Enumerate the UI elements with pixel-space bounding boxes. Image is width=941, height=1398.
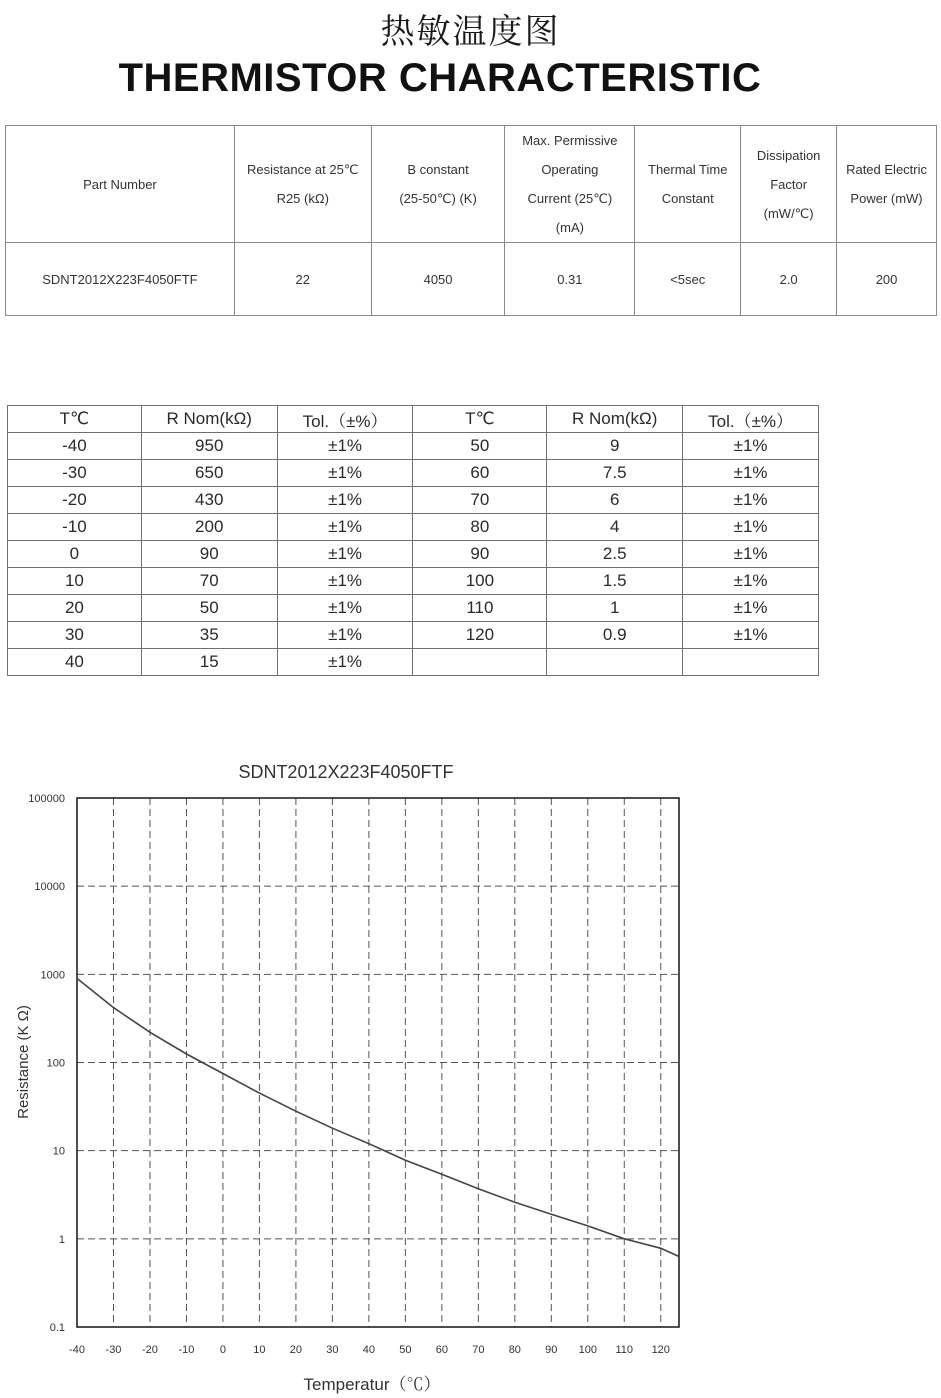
rt-cell: 60 (413, 460, 547, 487)
rt-cell: 90 (141, 541, 277, 568)
rt-cell: ±1% (277, 487, 413, 514)
rt-cell: 1.5 (547, 568, 683, 595)
rt-cell: -20 (8, 487, 142, 514)
rt-cell: 40 (8, 649, 142, 676)
spec-header-text: Current (25℃) (527, 191, 613, 206)
rt-header-cell: R Nom(kΩ) (547, 406, 683, 433)
rt-cell: 20 (8, 595, 142, 622)
rt-cell: ±1% (683, 514, 819, 541)
chart-title: SDNT2012X223F4050FTF (238, 762, 454, 782)
x-tick-label: -10 (178, 1344, 195, 1356)
rt-row (8, 541, 819, 568)
rt-cell: 2.5 (547, 541, 683, 568)
y-tick-label: 10 (52, 1145, 65, 1158)
x-tick-label: -30 (105, 1344, 122, 1356)
rt-cell: 200 (141, 514, 277, 541)
x-axis-label: Temperatur（℃） (303, 1375, 441, 1394)
y-tick-label: 100000 (28, 793, 65, 805)
rt-cell: ±1% (277, 568, 413, 595)
rt-cell: 950 (141, 433, 277, 460)
y-axis-label: Resistance (K Ω) (15, 1005, 32, 1119)
x-tick-label: 100 (578, 1344, 597, 1356)
x-tick-label: 120 (651, 1344, 670, 1356)
rt-cell: 650 (141, 460, 277, 487)
spec-header-text: Power (mW) (850, 191, 923, 206)
spec-header-dissipation (741, 126, 837, 243)
rt-cell: 1 (547, 595, 683, 622)
x-tick-label: 110 (615, 1344, 634, 1356)
rt-row (8, 433, 819, 460)
spec-header-text: Max. Permissive (522, 133, 618, 148)
spec-header-text: (mW/℃) (763, 205, 814, 221)
rt-header-cell: Tol.（±%） (683, 406, 819, 433)
rt-cell: 35 (141, 622, 277, 649)
spec-header-text: Operating (541, 162, 599, 177)
x-tick-label: 10 (253, 1344, 266, 1356)
rt-cell: ±1% (277, 595, 413, 622)
rt-cell: ±1% (277, 433, 413, 460)
rt-cell: 4 (547, 514, 683, 541)
rt-cell: 50 (413, 433, 547, 460)
rt-cell: ±1% (683, 568, 819, 595)
spec-header-text: Rated Electric (846, 162, 927, 177)
rt-row (8, 649, 819, 676)
rt-cell: ±1% (683, 595, 819, 622)
y-tick-label: 0.1 (49, 1322, 65, 1334)
rt-cell: ±1% (277, 460, 413, 487)
x-tick-label: 0 (219, 1344, 227, 1356)
spec-max-current: 0.31 (505, 243, 635, 316)
rt-row (8, 595, 819, 622)
resistance-temperature-table (7, 405, 819, 676)
series-line (77, 978, 679, 1256)
rt-header-cell: T℃ (8, 406, 142, 433)
rt-cell: ±1% (277, 622, 413, 649)
x-tick-label: 90 (545, 1344, 558, 1356)
rt-cell (683, 649, 819, 676)
rt-cell: 6 (547, 487, 683, 514)
spec-rated-power: 200 (837, 243, 937, 316)
rt-cell: 50 (141, 595, 277, 622)
rt-cell: ±1% (683, 541, 819, 568)
spec-header-max-current (505, 126, 635, 243)
rt-row (8, 460, 819, 487)
spec-header-part-number (6, 126, 235, 243)
spec-thermal-time: <5sec (635, 243, 741, 316)
spec-part-number: SDNT2012X223F4050FTF (6, 243, 235, 316)
x-tick-label: 60 (435, 1344, 448, 1356)
rt-cell: 70 (413, 487, 547, 514)
x-tick-label: 80 (508, 1344, 521, 1356)
rt-cell: -10 (8, 514, 142, 541)
x-tick-label: -20 (142, 1344, 158, 1356)
rt-cell: 90 (413, 541, 547, 568)
rt-cell: ±1% (277, 514, 413, 541)
rt-cell: 30 (8, 622, 142, 649)
rt-row (8, 622, 819, 649)
rt-cell: -30 (8, 460, 142, 487)
spec-value-row (6, 243, 937, 316)
y-tick-label: 10000 (34, 881, 65, 894)
rt-cell: 0 (8, 541, 142, 568)
spec-b-constant: 4050 (371, 243, 505, 316)
spec-table (5, 125, 937, 316)
spec-header-text: Thermal Time (648, 162, 728, 177)
spec-header-b-constant (371, 126, 505, 243)
x-tick-label: -40 (69, 1344, 85, 1356)
rt-cell: 70 (141, 568, 277, 595)
spec-header-thermal-time (635, 126, 741, 243)
rt-row (8, 487, 819, 514)
rt-cell: -40 (8, 433, 142, 460)
rt-cell: 430 (141, 487, 277, 514)
spec-header-text: (25-50℃) (K) (399, 191, 477, 206)
rt-cell: ±1% (683, 460, 819, 487)
rt-header-cell: T℃ (413, 406, 547, 433)
spec-header-row (6, 126, 937, 243)
rt-cell (547, 649, 683, 676)
spec-header-rated-power (837, 126, 937, 243)
rt-cell: 100 (413, 568, 547, 595)
rt-cell: 80 (413, 514, 547, 541)
spec-header-resistance (234, 126, 371, 243)
spec-header-text: Factor (770, 176, 808, 192)
rt-cell: ±1% (683, 433, 819, 460)
rt-cell: 9 (547, 433, 683, 460)
rt-cell: 10 (8, 568, 142, 595)
spec-header-text: R25 (kΩ) (276, 191, 329, 206)
x-tick-label: 40 (362, 1344, 376, 1356)
spec-header-text: Resistance at 25℃ (247, 162, 359, 177)
page-title: THERMISTOR CHARACTERISTIC (118, 56, 762, 100)
x-tick-label: 50 (399, 1344, 412, 1356)
rt-row (8, 568, 819, 595)
rt-header-cell: R Nom(kΩ) (141, 406, 277, 433)
rt-header-row (8, 406, 819, 433)
y-tick-label: 1 (58, 1233, 65, 1246)
resistance-chart (0, 750, 700, 1398)
rt-cell: ±1% (277, 541, 413, 568)
x-tick-label: 30 (326, 1344, 339, 1356)
rt-row (8, 514, 819, 541)
rt-header-cell: Tol.（±%） (277, 406, 413, 433)
spec-header-text: Constant (661, 191, 714, 206)
rt-cell (413, 649, 547, 676)
spec-header-text: B constant (407, 162, 469, 177)
rt-cell: 7.5 (547, 460, 683, 487)
x-tick-label: 70 (472, 1344, 485, 1356)
page-title-chinese: 热敏温度图 (380, 12, 561, 52)
spec-header-text: Part Number (83, 176, 157, 192)
rt-cell: 110 (413, 595, 547, 622)
rt-cell: ±1% (277, 649, 413, 676)
spec-dissipation: 2.0 (741, 243, 837, 316)
x-tick-label: 20 (289, 1344, 303, 1356)
spec-r25: 22 (234, 243, 371, 316)
rt-cell: 15 (141, 649, 277, 676)
y-tick-label: 100 (46, 1057, 65, 1070)
rt-cell: 0.9 (547, 622, 683, 649)
y-tick-label: 1000 (40, 969, 65, 982)
spec-header-text: (mA) (555, 220, 584, 235)
rt-cell: ±1% (683, 487, 819, 514)
spec-header-text: Dissipation (756, 147, 821, 163)
rt-cell: 120 (413, 622, 547, 649)
rt-cell: ±1% (683, 622, 819, 649)
